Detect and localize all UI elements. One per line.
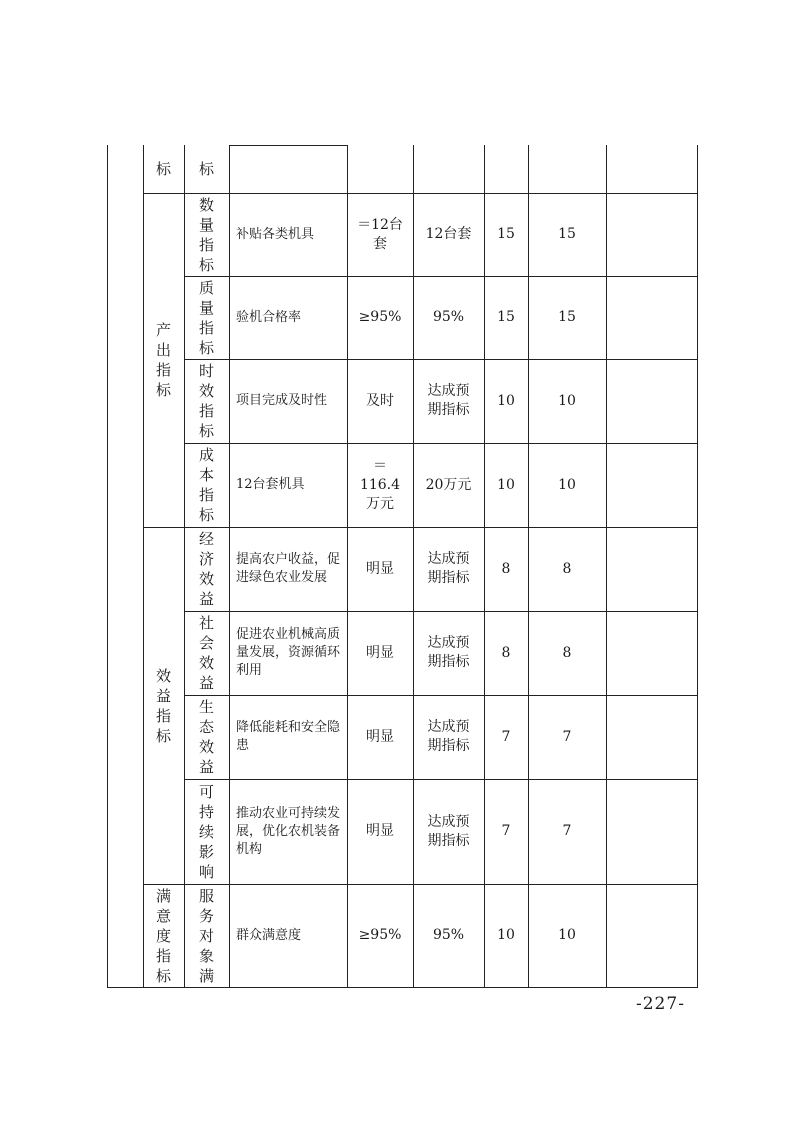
actual-value: 达成预期指标 <box>427 635 470 670</box>
score-value: 8 <box>562 644 572 661</box>
actual-value: 达成预期指标 <box>427 383 470 418</box>
weight-value: 8 <box>501 560 511 577</box>
actual-value: 95% <box>432 309 465 325</box>
group-label-benefit: 效 益 指 标 <box>155 666 171 745</box>
table-border-right <box>697 145 698 988</box>
sub-indicator: 社 会 效 益 <box>198 614 214 692</box>
weight-value: 15 <box>497 309 515 325</box>
actual-value: 95% <box>432 927 465 943</box>
indicator-content: 降低能耗和安全隐患 <box>236 720 341 753</box>
actual-value: 达成预期指标 <box>427 551 470 586</box>
score-value: 15 <box>558 309 576 325</box>
column-divider <box>606 145 607 988</box>
score-value: 7 <box>562 728 572 745</box>
indicator-content: 推动农业可持续发展，优化农机装备机构 <box>236 805 341 857</box>
weight-value: 7 <box>501 728 511 745</box>
fragment-cell-top <box>229 145 347 146</box>
weight-value: 15 <box>497 226 515 242</box>
sub-indicator: 经 济 效 益 <box>198 530 214 608</box>
target-value: ≥95% <box>358 927 402 943</box>
sub-indicator: 时 效 指 标 <box>198 362 214 440</box>
indicator-content: 提高农户收益，促进绿色农业发展 <box>236 552 341 585</box>
actual-value: 达成预期指标 <box>427 813 470 849</box>
score-value: 8 <box>562 560 572 577</box>
target-value: 及时 <box>366 392 394 409</box>
score-value: 10 <box>558 927 576 943</box>
indicator-content: 群众满意度 <box>236 927 302 943</box>
indicator-content: 验机合格率 <box>236 309 302 325</box>
actual-value: 12台套 <box>425 226 472 242</box>
group-label-satisfaction: 满 意 度 指 标 <box>155 886 171 985</box>
target-value: 明显 <box>366 728 394 745</box>
weight-value: 10 <box>497 927 515 943</box>
target-value: 明显 <box>366 823 394 839</box>
fragment-col2: 标 <box>198 160 214 178</box>
score-value: 10 <box>558 476 576 493</box>
indicator-content: 项目完成及时性 <box>236 393 328 408</box>
score-value: 7 <box>562 823 572 839</box>
target-value: ＝12台套 <box>357 216 403 252</box>
weight-value: 7 <box>501 823 511 839</box>
sub-indicator: 可 持 续 影 响 <box>198 782 214 881</box>
table-border-left <box>107 145 108 988</box>
target-value: ≥95% <box>358 309 402 325</box>
sub-indicator: 服 务 对 象 满 <box>198 886 214 985</box>
target-value: ＝116.4万元 <box>359 457 401 512</box>
actual-value: 达成预期指标 <box>427 719 470 754</box>
weight-value: 8 <box>501 644 511 661</box>
target-value: 明显 <box>366 644 394 661</box>
indicator-content: 促进农业机械高质量发展，资源循环利用 <box>236 627 341 678</box>
group-label-output: 产 出 指 标 <box>155 321 171 399</box>
page-number: -227- <box>636 994 685 1014</box>
fragment-col1: 标 <box>155 160 171 178</box>
sub-indicator: 生 态 效 益 <box>198 698 214 776</box>
target-value: 明显 <box>366 560 394 577</box>
sub-indicator: 质 量 指 标 <box>198 278 214 357</box>
sub-indicator: 数 量 指 标 <box>198 195 214 274</box>
score-value: 10 <box>558 392 576 409</box>
indicator-content: 补贴各类机具 <box>236 226 315 242</box>
table-border-bottom <box>107 987 697 988</box>
weight-value: 10 <box>497 476 515 493</box>
weight-value: 10 <box>497 392 515 409</box>
score-value: 15 <box>558 226 576 242</box>
actual-value: 20万元 <box>425 476 472 493</box>
sub-indicator: 成 本 指 标 <box>198 446 214 524</box>
indicator-content: 12台套机具 <box>236 477 305 492</box>
